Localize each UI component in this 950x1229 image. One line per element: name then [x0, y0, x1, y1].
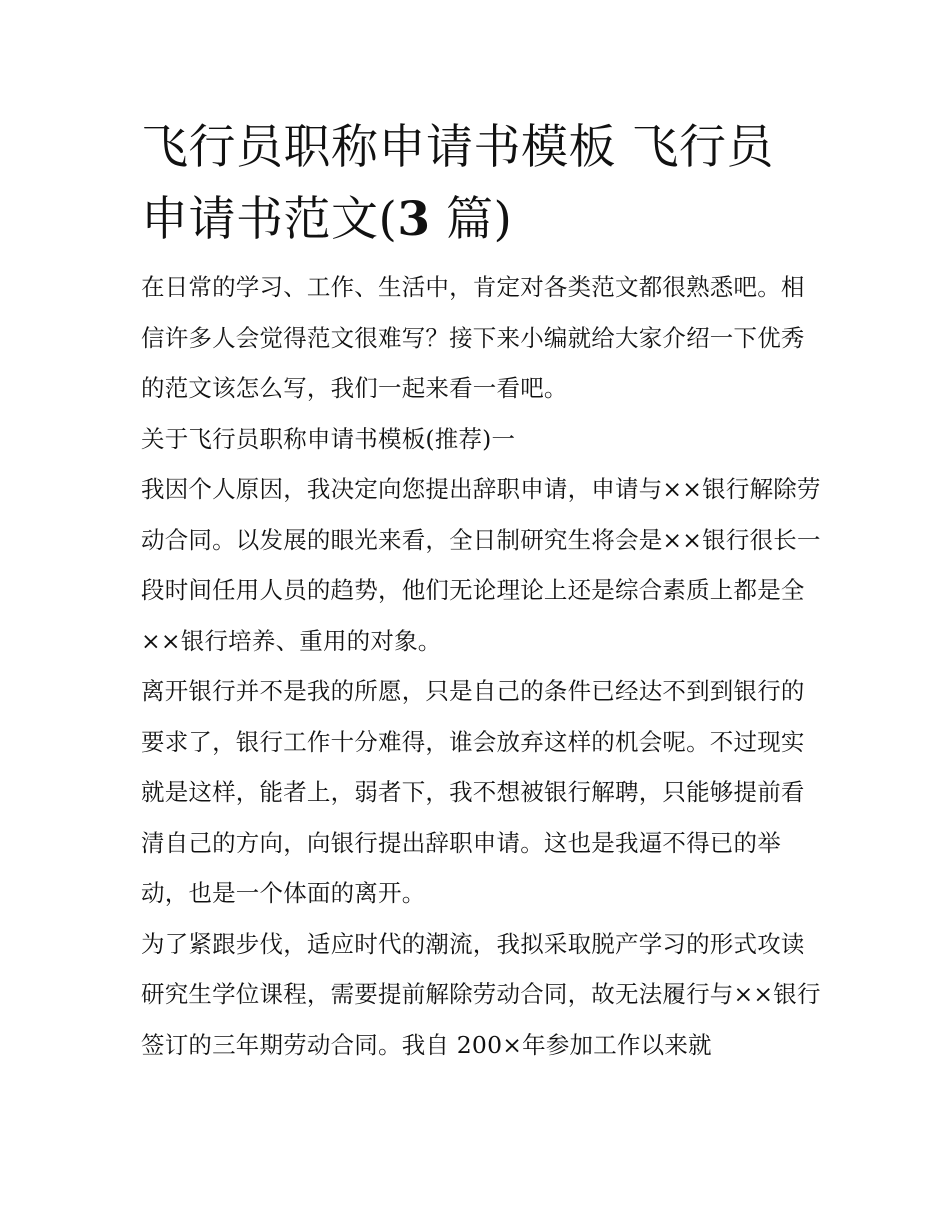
title-number: 3: [397, 192, 431, 247]
body-paragraph: 离开银行并不是我的所愿，只是自己的条件已经达不到到银行的要求了，银行工作十分难得，谁会放弃这样的机会呢。不过现实就是这样，能者上，弱者下，我不想被银行解聘，只能够提前看清自己的方向，向银行提出辞职申请。这也是我逼不得已的举动，也是一个体面的离开。: [141, 677, 805, 907]
document-title: [141, 112, 821, 256]
body-paragraph: 我因个人原因，我决定向您提出辞职申请，申请与××银行解除劳动合同。以发展的眼光来看，全日制研究生将会是××银行很长一段时间任用人员的趋势，他们无论理论上还是综合素质上都是全××银行培养、重用的对象。: [141, 475, 821, 655]
body-paragraph: 为了紧跟步伐，适应时代的潮流，我拟采取脱产学习的形式攻读研究生学位课程，需要提前解除劳动合同，故无法履行与××银行签订的三年期劳动合同。我自 200×年参加工作以来就: [141, 929, 821, 1059]
title-text-part2: 篇): [430, 192, 513, 247]
document-body: [141, 112, 821, 1070]
section-heading: 关于飞行员职称申请书模板(推荐)一: [141, 424, 516, 453]
title-text-part1: 飞行员职称申请书模板 飞行员申请书范文(: [141, 120, 774, 247]
intro-paragraph: 在日常的学习、工作、生活中，肯定对各类范文都很熟悉吧。相信许多人会觉得范文很难写？接下来小编就给大家介绍一下优秀的范文该怎么写，我们一起来看一看吧。: [141, 273, 805, 402]
